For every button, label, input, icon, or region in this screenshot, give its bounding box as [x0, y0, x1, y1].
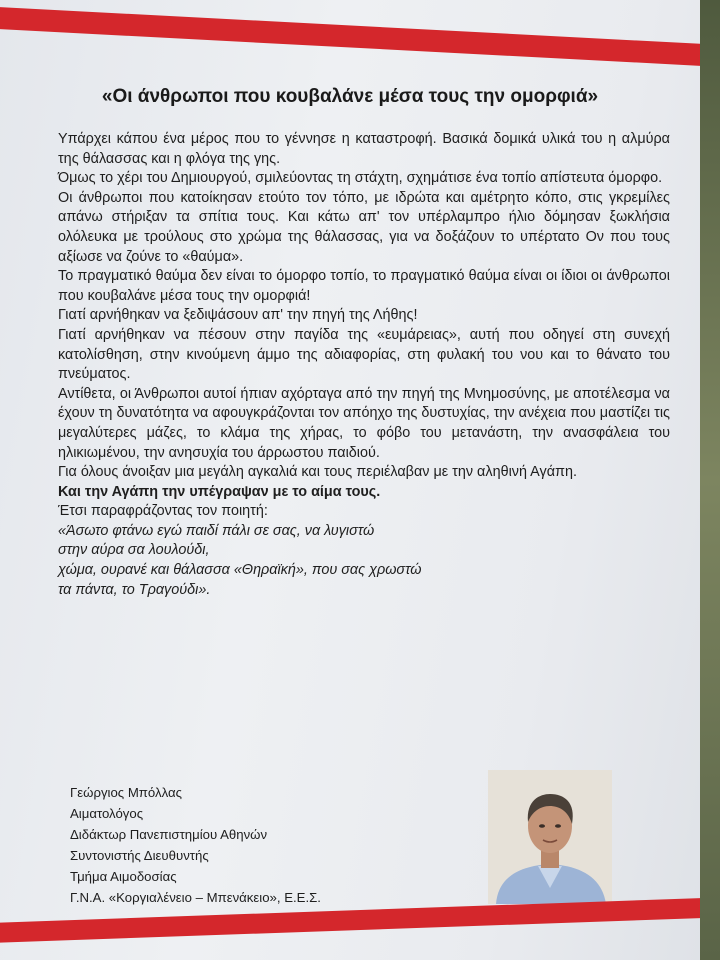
- paragraph: Όμως το χέρι του Δημιουργού, σμιλεύοντας τη στάχτη, σχημάτισε ένα τοπίο απίστευτα όμορφο.: [58, 170, 663, 187]
- bold-statement: Και την Αγάπη την υπέγραψαν με το αίμα τους.: [58, 483, 381, 500]
- author-position: Συντονιστής Διευθυντής: [70, 848, 209, 863]
- poem-intro: Έτσι παραφράζοντας τον ποιητή:: [58, 503, 268, 520]
- author-role: Αιματολόγος: [70, 806, 144, 821]
- poem-line: «Άσωτο φτάνω εγώ παιδί πάλι σε σας, να λυγιστώ: [58, 522, 375, 539]
- paragraph: Υπάρχει κάπου ένα μέρος που το γέννησε η καταστροφή. Βασικά δομικά υλικά του η αλμύρα της θάλασσας και η φλόγα της γης.: [58, 131, 670, 167]
- top-red-band: [0, 6, 700, 68]
- poem-line: τα πάντα, το Τραγούδι».: [58, 581, 211, 598]
- paragraph: Οι άνθρωποι που κατοίκησαν ετούτο τον τόπο, με ιδρώτα και αμέτρητο κόπο, στις γκρεμίλες απάνω στήριξαν τα σπίτια τους. Και κάτω απ' τον υπέρλαμπρο ήλιο δόμησαν ξωκλήσια ολόλευκα με τρούλους στο χρώμα της θάλασσας, για να δοξάζουν το υπέρτατο Ον που τους αξίωσε να ζούνε το «θαύμα».: [58, 189, 670, 265]
- paragraph: Αντίθετα, οι Άνθρωποι αυτοί ήπιαν αχόρταγα από την πηγή της Μνημοσύνης, με αποτέλεσμα να έχουν τη δυνατότητα να αφουγκράζονται τον απόηχο της δυστυχίας, την ανέχεια που μαστίζει τις μεγαλύτερες μάζες, το κλάμα της χήρας, το φόβο του μετανάστη, την ανασφάλεια του ηλικιωμένου, την ανησυχία του άρρωστου παιδιού.: [58, 385, 670, 461]
- author-department: Τμήμα Αιμοδοσίας: [70, 869, 177, 884]
- paragraph: Γιατί αρνήθηκαν να ξεδιψάσουν απ' την πηγή της Λήθης!: [58, 307, 418, 324]
- article-body: [58, 130, 670, 600]
- paragraph: Το πραγματικό θαύμα δεν είναι το όμορφο τοπίο, το πραγματικό θαύμα είναι οι ίδιοι οι άνθρωποι που κουβαλάνε μέσα τους την ομορφιά!: [58, 268, 670, 304]
- poem-line: χώμα, ουρανέ και θάλασσα «Θηραϊκή», που σας χρωστώ: [58, 562, 422, 579]
- author-signature: [70, 782, 400, 908]
- author-photo: [488, 770, 612, 904]
- author-hospital: Γ.Ν.Α. «Κοργιαλένειο – Μπενάκειο», Ε.Ε.Σ.: [70, 890, 321, 905]
- paragraph: Γιατί αρνήθηκαν να πέσουν στην παγίδα της «ευμάρειας», αυτή που οδηγεί στη συνεχή κατολίσθηση, στην κινούμενη άμμο της αδιαφορίας, στη φυλακή του νου και το θάνατο του πνεύματος.: [58, 326, 670, 383]
- poem-line: στην αύρα σα λουλούδι,: [58, 542, 210, 559]
- author-name: Γεώργιος Μπόλλας: [70, 785, 182, 800]
- background-edge: [700, 0, 720, 960]
- portrait-image: [488, 770, 612, 904]
- paragraph: Για όλους άνοιξαν μια μεγάλη αγκαλιά και τους περιέλαβαν με την αληθινή Αγάπη.: [58, 464, 577, 481]
- article-title: «Οι άνθρωποι που κουβαλάνε μέσα τους την ομορφιά»: [101, 86, 599, 107]
- author-degree: Διδάκτωρ Πανεπιστημίου Αθηνών: [70, 827, 268, 842]
